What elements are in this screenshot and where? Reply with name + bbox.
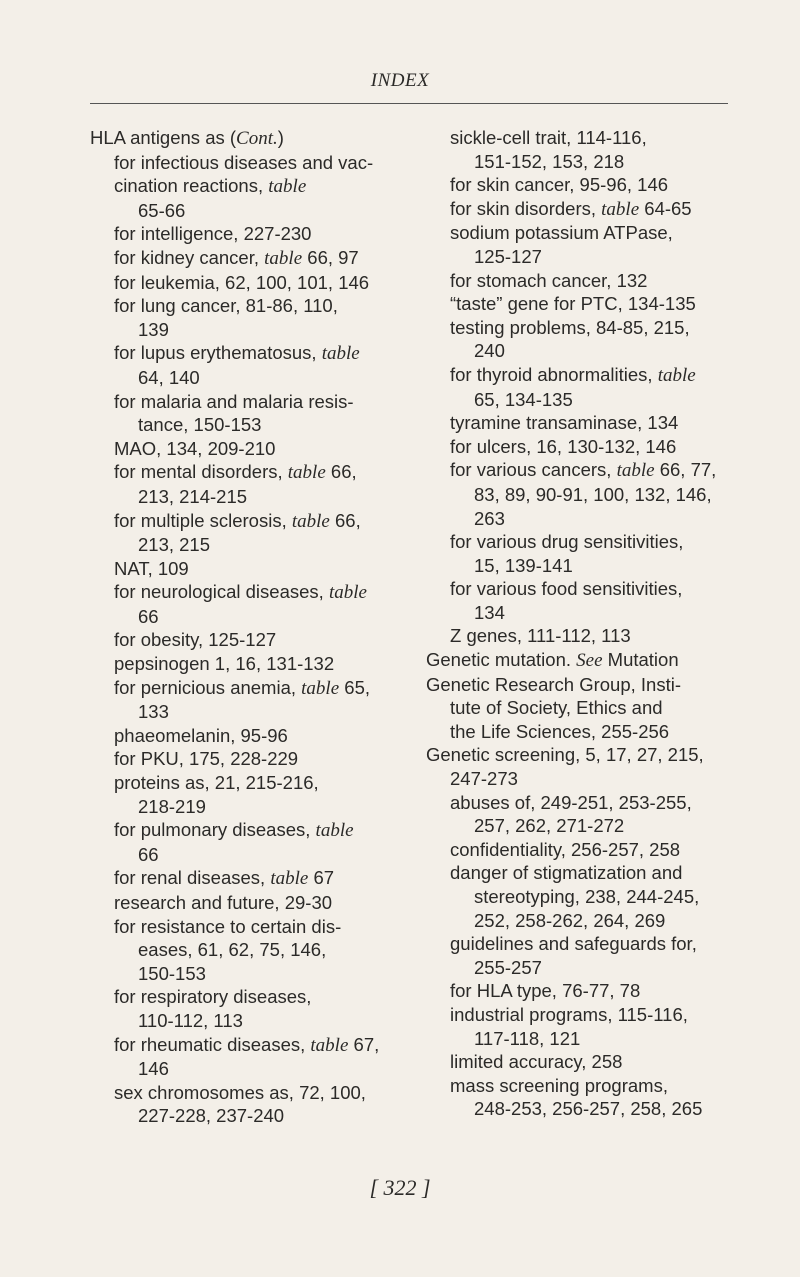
index-entry-text: 248-253, 256-257, 258, 265 [474,1098,703,1120]
index-entry-text: guidelines and safeguards for, [450,933,697,955]
index-column-right [426,126,756,1121]
index-entry-text: for resistance to certain dis- [114,915,342,937]
index-entry-line [426,316,756,340]
index-entry-text: Genetic screening, 5, 17, 27, 215, [426,744,704,766]
index-entry-text: pepsinogen 1, 16, 131-132 [114,653,335,675]
index-entry-line [90,652,430,676]
index-entry-italic: table [328,582,367,604]
page-number: [ 322 ] [369,1175,431,1200]
index-entry-line [90,747,430,771]
index-entry-line [426,885,756,909]
index-entry-line [90,294,430,318]
index-entry-text: 227-228, 237-240 [138,1105,285,1127]
index-entry-text: for PKU, 175, 228-229 [114,748,299,770]
index-entry-text: testing problems, 84-85, 215, [450,316,690,338]
index-entry-text: 83, 89, 90-91, 100, 132, 146, [474,483,712,505]
index-entry-text: 64, 140 [138,366,200,388]
index-entry-text: for lung cancer, 81-86, 110, [114,295,338,317]
index-entry-text: 255-257 [474,956,542,978]
index-entry-line [426,1027,756,1051]
index-entry-text: 134 [474,601,505,623]
index-entry-text: 66, [325,461,357,483]
index-entry-text: for thyroid abnormalities, [450,363,658,385]
index-entry-line [90,843,430,867]
index-entry-text: 67 [308,867,335,889]
index-entry-text: 65, [339,676,371,698]
index-entry-text: for neurological diseases, [114,581,329,603]
index-entry-line [90,891,430,915]
index-entry-line [426,197,756,222]
index-entry-text: 240 [474,340,505,362]
index-entry-text: 110-112, 113 [138,1009,243,1031]
index-entry-line [90,771,430,795]
index-entry-line [90,676,430,701]
index-entry-text: for HLA type, 76-77, 78 [450,980,641,1002]
index-entry-text: 66, [329,509,361,531]
index-entry-line [90,485,430,509]
index-entry-italic: table [270,868,309,890]
index-entry-line [90,246,430,271]
index-entry-text: 67, [348,1033,380,1055]
index-entry-line [426,624,756,648]
index-entry-line [426,838,756,862]
index-entry-text: ) [277,127,284,148]
index-entry-text: confidentiality, 256-257, 258 [450,838,681,860]
index-entry-text: industrial programs, 115-116, [450,1003,688,1025]
index-entry-text: Mutation [602,649,679,671]
index-entry-line [426,743,756,767]
index-entry-text: for various drug sensitivities, [450,531,684,553]
index-entry-italic: table [321,343,360,365]
index-entry-italic: table [268,176,307,198]
index-entry-line [90,557,430,581]
index-entry-text: for various food sensitivities, [450,578,683,600]
index-entry-text: NAT, 109 [114,557,189,579]
index-entry-text: phaeomelanin, 95-96 [114,724,288,746]
index-entry-line [90,580,430,605]
index-entry-line [90,199,430,223]
index-entry-text: 213, 214-215 [138,485,248,507]
index-entry-text: mass screening programs, [450,1074,668,1096]
index-entry-line [90,437,430,461]
index-entry-text: 65, 134-135 [474,388,573,410]
index-entry-text: 65-66 [138,199,186,221]
index-column-left [90,126,430,1128]
index-entry-line [426,173,756,197]
index-entry-line [426,530,756,554]
index-entry-line [90,700,430,724]
index-entry-line [426,932,756,956]
index-entry-text: for stomach cancer, 132 [450,269,648,291]
index-entry-line [90,460,430,485]
index-entry-line [90,985,430,1009]
index-entry-line [90,1104,430,1128]
index-entry-text: proteins as, 21, 215-216, [114,772,319,794]
index-entry-line [426,956,756,980]
index-entry-text: sodium potassium ATPase, [450,222,673,244]
index-entry-text: 139 [138,318,169,340]
index-entry-text: “taste” gene for PTC, 134-135 [450,293,696,315]
index-entry-line [90,318,430,342]
index-entry-line [426,909,756,933]
index-entry-line [426,269,756,293]
index-entry-italic: table [301,677,340,699]
index-entry-text: for rheumatic diseases, [114,1033,311,1055]
index-entry-text: 263 [474,507,505,529]
index-entry-line [90,222,430,246]
index-entry-line [426,861,756,885]
index-entry-text: 146 [138,1058,169,1080]
index-entry-text: 66 [138,605,159,627]
index-entry-text: for malaria and malaria resis- [114,390,354,412]
index-entry-italic: table [291,510,330,532]
index-entry-line [90,366,430,390]
index-entry-line [90,151,430,175]
index-entry-line [426,979,756,1003]
index-entry-line [426,791,756,815]
index-entry-line [90,795,430,819]
index-entry-text: Z genes, 111-112, 113 [450,625,631,647]
index-entry-text: 66, 97 [302,246,359,268]
index-entry-text: for leukemia, 62, 100, 101, 146 [114,271,370,293]
index-entry-text: for ulcers, 16, 130-132, 146 [450,435,677,457]
index-entry-text: the Life Sciences, 255-256 [450,720,670,742]
index-entry-text: for infectious diseases and vac- [114,151,374,173]
index-entry-line [426,1074,756,1098]
index-entry-line [426,411,756,435]
index-entry-line [426,507,756,531]
index-entry-text: 252, 258-262, 264, 269 [474,909,666,931]
index-entry-line [426,673,756,697]
index-entry-line [426,720,756,744]
index-entry-text: for respiratory diseases, [114,986,312,1008]
index-entry-line [426,339,756,363]
index-entry-text: 150-153 [138,962,206,984]
index-entry-italic: See [576,650,603,672]
index-entry-line [426,363,756,388]
index-entry-line [426,435,756,459]
index-entry-text: HLA antigens as ( [90,127,237,148]
index-entry-line [90,866,430,891]
index-entry-line [90,724,430,748]
index-entry-text: for renal diseases, [114,867,271,889]
index-entry-text: for various cancers, [450,459,617,481]
index-entry-text: stereotyping, 238, 244-245, [474,886,700,907]
header-rule [90,103,728,104]
index-entry-text: research and future, 29-30 [114,892,333,913]
index-entry-italic: table [657,364,696,386]
index-entry-text: tyramine transaminase, 134 [450,412,679,434]
index-entry-text: Genetic Research Group, Insti- [426,673,681,695]
index-entry-line [426,1003,756,1027]
index-entry-text: sex chromosomes as, 72, 100, [114,1081,366,1103]
index-entry-line [426,458,756,483]
index-entry-text: 66 [138,843,159,865]
index-entry-line [90,533,430,557]
index-entry-line [90,628,430,652]
index-entry-line [426,388,756,412]
index-entry-line [90,509,430,534]
index-entry-line [426,554,756,578]
index-entry-text: for pernicious anemia, [114,676,302,698]
index-entry-line [426,767,756,791]
index-entry-text: for intelligence, 227-230 [114,223,312,245]
index-entry-line [90,915,430,939]
index-entry-line [90,1081,430,1105]
index-entry-text: 247-273 [450,768,518,790]
index-entry-line [426,601,756,625]
index-entry-text: for lupus erythematosus, [114,342,322,364]
index-entry-line [90,1057,430,1081]
index-entry-text: cination reactions, [114,175,269,197]
index-entry-text: 257, 262, 271-272 [474,815,625,837]
index-entry-italic: table [264,247,303,269]
index-entry-text: 64-65 [639,197,692,219]
index-entry-text: for pulmonary diseases, [114,819,316,841]
index-entry-line [426,696,756,720]
index-entry-text: abuses of, 249-251, 253-255, [450,791,692,813]
index-entry-line [426,1050,756,1074]
page-header: INDEX [370,70,430,91]
index-entry-line [426,577,756,601]
index-entry-line [426,221,756,245]
index-entry-text: tance, 150-153 [138,414,262,436]
index-entry-italic: table [601,198,640,220]
index-entry-line [90,962,430,986]
index-entry-text: danger of stigmatization and [450,862,683,884]
index-entry-text: 15, 139-141 [474,554,573,576]
index-entry-line [90,1009,430,1033]
index-entry-line [90,341,430,366]
index-entry-line [426,1097,756,1121]
index-entry-line [90,938,430,962]
index-entry-line [426,150,756,174]
index-entry-text: 133 [138,701,169,723]
index-entry-text: limited accuracy, 258 [450,1051,623,1073]
index-entry-line [426,648,756,673]
index-entry-text: for multiple sclerosis, [114,509,292,531]
index-entry-text: for kidney cancer, [114,246,265,268]
index-entry-italic: table [310,1034,349,1056]
index-entry-italic: table [616,460,655,482]
index-entry-text: sickle-cell trait, 114-116, [450,127,647,148]
index-entry-text: 213, 215 [138,534,211,556]
index-entry-text: eases, 61, 62, 75, 146, [138,939,327,961]
index-entry-line [90,271,430,295]
index-entry-line [426,292,756,316]
index-entry-italic: table [287,462,326,484]
index-entry-text: 151-152, 153, 218 [474,150,625,172]
index-entry-line [426,814,756,838]
index-entry-line [90,605,430,629]
index-entry-text: MAO, 134, 209-210 [114,437,276,459]
index-entry-text: Genetic mutation. [426,649,577,671]
index-entry-line [90,126,430,151]
index-entry-text: for skin disorders, [450,197,602,219]
index-entry-text: tute of Society, Ethics and [450,697,663,719]
index-entry-line [426,483,756,507]
index-entry-text: for skin cancer, 95-96, 146 [450,174,669,196]
index-entry-text: 117-118, 121 [474,1027,581,1049]
index-entry-text: for obesity, 125-127 [114,629,277,651]
index-entry-line [426,126,756,150]
index-entry-line [90,413,430,437]
index-entry-text: for mental disorders, [114,461,288,483]
index-entry-line [90,390,430,414]
index-entry-text: 218-219 [138,795,206,817]
index-entry-text: 125-127 [474,245,542,267]
index-entry-line [426,245,756,269]
index-entry-italic: Cont. [236,128,278,149]
index-entry-line [90,818,430,843]
index-entry-italic: table [315,820,354,842]
index-entry-line [90,174,430,199]
index-entry-line [90,1033,430,1058]
index-entry-text: 66, 77, [654,459,717,481]
